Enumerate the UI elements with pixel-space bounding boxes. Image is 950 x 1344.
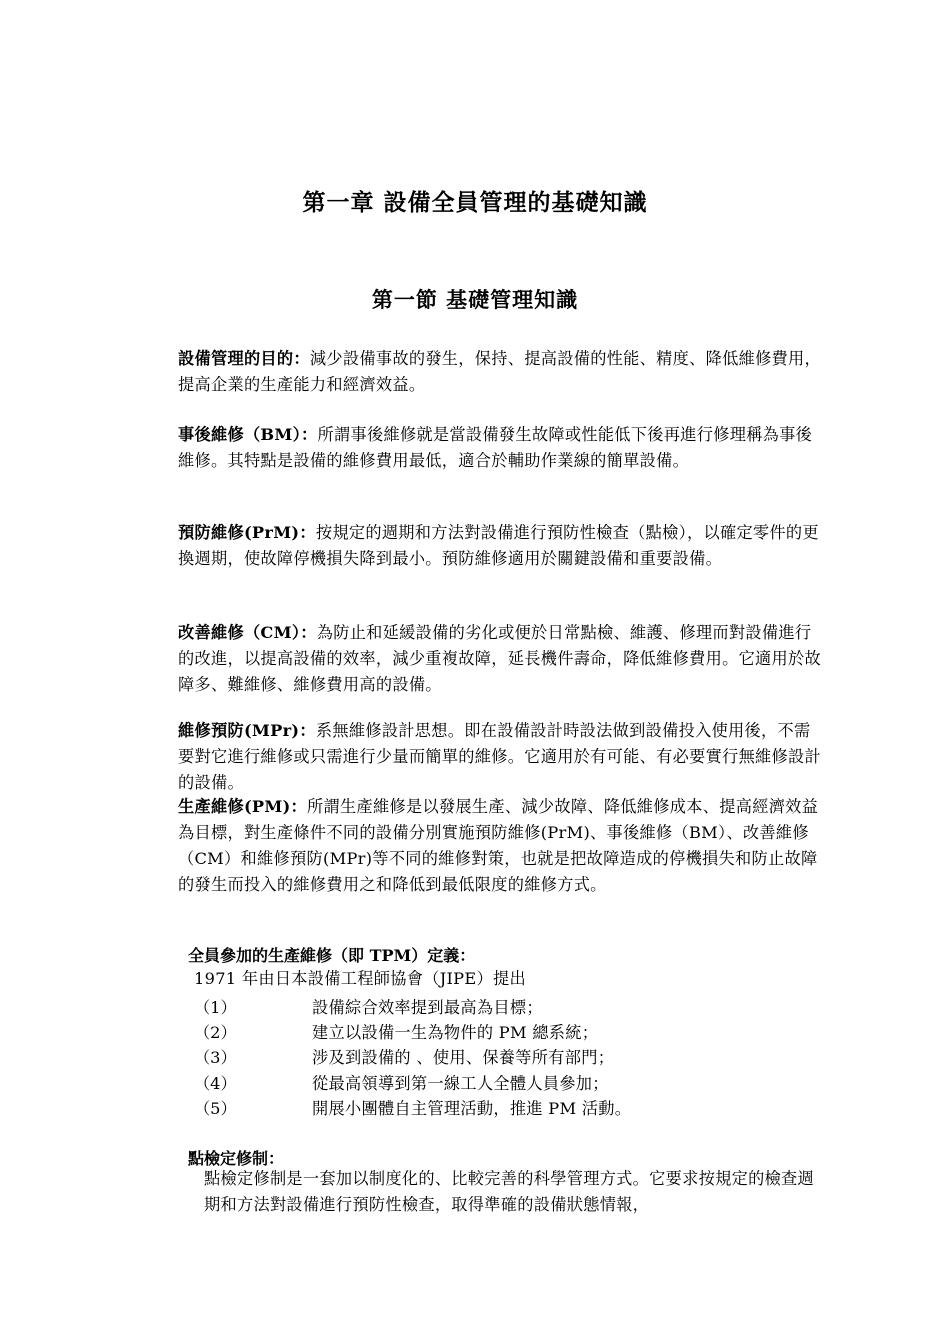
inspection-paragraph [160,1166,826,1218]
inspection-text: 點檢定修制是一套加以制度化的、比較完善的科學管理方式。它要求按規定的檢查週期和方法對設備進行預防性檢查，取得準確的設備狀態情報， [204,1169,815,1214]
section-title: 第一節 基礎管理知識 [371,287,579,312]
paragraph-lead: 改善維修（CM）： [178,623,317,642]
tpm-intro: 1971 年由日本設備工程師協會（JIPE）提出 [194,969,526,988]
tpm-item-text: 涉及到設備的 、使用、保養等所有部門； [312,1048,615,1067]
paragraph-management-purpose [146,346,826,398]
paragraph-preventive-maintenance [146,520,826,572]
paragraph-text: 為防止和延緩設備的劣化或便於日常點檢、維護、修理而對設備進行的改進，以提高設備的效率，減少重複故障，延長機件壽命，降低維修費用。它適用於故障多、難維修、維修費用高的設備。 [178,623,822,694]
paragraph-lead: 維修預防(MPr)： [178,721,316,740]
paragraph-text: 按規定的週期和方法對設備進行預防性檢查（點檢），以確定零件的更換週期，使故障停機損失降到最小。預防維修適用於關鍵設備和重要設備。 [178,523,819,568]
tpm-item-number: （4） [194,1074,237,1093]
paragraph-text: 所謂事後維修就是當設備發生故障或性能低下後再進行修理稱為事後維修。其特點是設備的維修費用最低，適合於輔助作業線的簡單設備。 [178,425,813,470]
paragraph-breakdown-maintenance [146,422,826,474]
paragraph-lead: 事後維修（BM）： [178,425,318,444]
tpm-item-text: 建立以設備一生為物件的 PM 總系統； [312,1023,599,1042]
paragraph-corrective-maintenance [146,620,826,698]
paragraph-text: 所謂生產維修是以發展生產、減少故障、降低維修成本、提高經濟效益為目標，對生產條件不同的設備分別實施預防維修(PrM)、事後維修（BM）、改善維修（CM）和維修預防(MPr)等不同的維修對策，也就是把故障造成的停機損失和防止故障的發生而投入的維修費用之和降低到最低限度的維修方式。 [178,797,819,894]
tpm-item-number: （2） [194,1023,237,1042]
tpm-item-text: 從最高領導到第一線工人全體人員參加； [312,1074,609,1093]
inspection-heading: 點檢定修制： [188,1149,285,1168]
paragraph-lead: 設備管理的目的： [178,349,310,368]
tpm-item-text: 設備綜合效率提到最高為目標； [312,998,543,1017]
tpm-item-text: 開展小團體自主管理活動，推進 PM 活動。 [312,1099,632,1118]
paragraph-productive-maintenance [146,794,826,898]
tpm-item-number: （5） [194,1099,237,1118]
paragraph-lead: 生產維修(PM)： [178,797,308,816]
tpm-item-number: （3） [194,1048,237,1067]
paragraph-text: 減少設備事故的發生，保持、提高設備的性能、精度、降低維修費用，提高企業的生產能力和經濟效益。 [178,349,822,394]
paragraph-maintenance-prevention [146,718,826,796]
tpm-heading: 全員參加的生產維修（即 TPM）定義： [188,946,476,965]
paragraph-text: 系無維修設計思想。即在設備設計時設法做到設備投入使用後，不需要對它進行維修或只需進行少量而簡單的維修。它適用於有可能、有必要實行無維修設計的設備。 [178,721,822,792]
paragraph-lead: 預防維修(PrM)： [178,523,316,542]
chapter-title: 第一章 設備全員管理的基礎知識 [302,189,648,216]
tpm-item-number: （1） [194,998,237,1017]
